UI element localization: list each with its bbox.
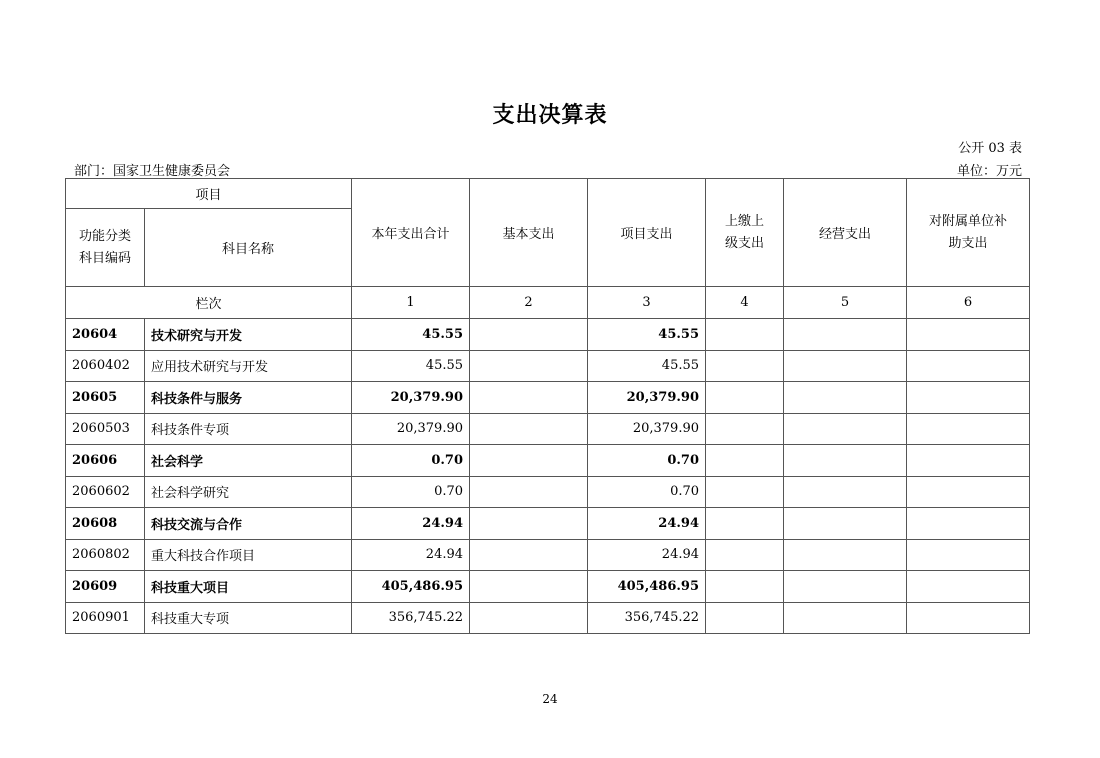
header-row-label: 栏次 bbox=[66, 287, 352, 319]
cell-upper bbox=[706, 476, 784, 508]
cell-code: 20605 bbox=[66, 382, 145, 414]
table-row bbox=[66, 602, 1030, 634]
col-num: 5 bbox=[784, 287, 907, 319]
cell-subsidy bbox=[907, 571, 1030, 603]
department-label: 部门：国家卫生健康委员会 bbox=[74, 164, 231, 179]
cell-name: 科技重大项目 bbox=[145, 571, 352, 603]
cell-business bbox=[784, 413, 907, 445]
cell-total: 24.94 bbox=[352, 539, 470, 571]
cell-upper bbox=[706, 571, 784, 603]
cell-total: 405,486.95 bbox=[352, 571, 470, 603]
table-row bbox=[66, 539, 1030, 571]
table-row bbox=[66, 382, 1030, 414]
cell-upper bbox=[706, 382, 784, 414]
cell-business bbox=[784, 539, 907, 571]
cell-basic bbox=[470, 319, 588, 351]
table-row bbox=[66, 413, 1030, 445]
cell-code: 2060402 bbox=[66, 350, 145, 382]
cell-code: 20604 bbox=[66, 319, 145, 351]
cell-project: 20,379.90 bbox=[588, 382, 706, 414]
cell-business bbox=[784, 319, 907, 351]
unit-label: 单位：万元 bbox=[956, 164, 1022, 179]
cell-upper bbox=[706, 350, 784, 382]
cell-business bbox=[784, 508, 907, 540]
page-title: 支出决算表 bbox=[492, 102, 608, 128]
col-num: 4 bbox=[706, 287, 784, 319]
cell-upper bbox=[706, 413, 784, 445]
cell-code: 20609 bbox=[66, 571, 145, 603]
cell-subsidy bbox=[907, 445, 1030, 477]
cell-total: 24.94 bbox=[352, 508, 470, 540]
table-row bbox=[66, 350, 1030, 382]
cell-code: 2060901 bbox=[66, 602, 145, 634]
col-num: 3 bbox=[588, 287, 706, 319]
cell-code: 2060602 bbox=[66, 476, 145, 508]
cell-subsidy bbox=[907, 602, 1030, 634]
page-number: 24 bbox=[542, 692, 558, 706]
cell-code: 2060503 bbox=[66, 413, 145, 445]
cell-total: 45.55 bbox=[352, 319, 470, 351]
col-num: 1 bbox=[352, 287, 470, 319]
cell-total: 45.55 bbox=[352, 350, 470, 382]
cell-basic bbox=[470, 571, 588, 603]
cell-subsidy bbox=[907, 350, 1030, 382]
cell-project: 356,745.22 bbox=[588, 602, 706, 634]
header-project: 项目支出 bbox=[588, 179, 706, 287]
cell-basic bbox=[470, 382, 588, 414]
cell-name: 技术研究与开发 bbox=[145, 319, 352, 351]
cell-code: 2060802 bbox=[66, 539, 145, 571]
table-row bbox=[66, 508, 1030, 540]
header-subsidy: 对附属单位补助支出 bbox=[907, 179, 1030, 287]
table-row bbox=[66, 445, 1030, 477]
cell-business bbox=[784, 350, 907, 382]
header-basic: 基本支出 bbox=[470, 179, 588, 287]
cell-project: 20,379.90 bbox=[588, 413, 706, 445]
header-upper: 上缴上级支出 bbox=[706, 179, 784, 287]
cell-name: 科技条件与服务 bbox=[145, 382, 352, 414]
cell-subsidy bbox=[907, 508, 1030, 540]
header-item: 项目 bbox=[66, 179, 352, 209]
cell-total: 356,745.22 bbox=[352, 602, 470, 634]
cell-project: 45.55 bbox=[588, 319, 706, 351]
cell-basic bbox=[470, 602, 588, 634]
cell-upper bbox=[706, 319, 784, 351]
document-number: 公开 03 表 bbox=[958, 141, 1022, 156]
cell-project: 24.94 bbox=[588, 508, 706, 540]
cell-basic bbox=[470, 476, 588, 508]
cell-total: 0.70 bbox=[352, 476, 470, 508]
cell-project: 24.94 bbox=[588, 539, 706, 571]
header-func-code: 功能分类科目编码 bbox=[66, 209, 145, 287]
cell-project: 45.55 bbox=[588, 350, 706, 382]
cell-subsidy bbox=[907, 413, 1030, 445]
cell-business bbox=[784, 382, 907, 414]
table-row bbox=[66, 571, 1030, 603]
cell-upper bbox=[706, 508, 784, 540]
table-row bbox=[66, 476, 1030, 508]
header-subject-name: 科目名称 bbox=[145, 209, 352, 287]
cell-name: 应用技术研究与开发 bbox=[145, 350, 352, 382]
cell-name: 科技条件专项 bbox=[145, 413, 352, 445]
cell-basic bbox=[470, 539, 588, 571]
cell-total: 20,379.90 bbox=[352, 382, 470, 414]
cell-name: 社会科学研究 bbox=[145, 476, 352, 508]
col-num: 2 bbox=[470, 287, 588, 319]
expenditure-table bbox=[65, 178, 1030, 634]
cell-basic bbox=[470, 508, 588, 540]
cell-upper bbox=[706, 539, 784, 571]
header-business: 经营支出 bbox=[784, 179, 907, 287]
cell-upper bbox=[706, 445, 784, 477]
cell-basic bbox=[470, 445, 588, 477]
header-total: 本年支出合计 bbox=[352, 179, 470, 287]
cell-business bbox=[784, 445, 907, 477]
col-num: 6 bbox=[907, 287, 1030, 319]
cell-name: 科技交流与合作 bbox=[145, 508, 352, 540]
cell-total: 20,379.90 bbox=[352, 413, 470, 445]
cell-subsidy bbox=[907, 382, 1030, 414]
table-row bbox=[66, 319, 1030, 351]
cell-name: 社会科学 bbox=[145, 445, 352, 477]
cell-subsidy bbox=[907, 476, 1030, 508]
cell-project: 0.70 bbox=[588, 445, 706, 477]
cell-code: 20608 bbox=[66, 508, 145, 540]
cell-subsidy bbox=[907, 319, 1030, 351]
cell-project: 0.70 bbox=[588, 476, 706, 508]
cell-name: 科技重大专项 bbox=[145, 602, 352, 634]
cell-basic bbox=[470, 413, 588, 445]
cell-name: 重大科技合作项目 bbox=[145, 539, 352, 571]
cell-business bbox=[784, 571, 907, 603]
cell-business bbox=[784, 476, 907, 508]
cell-subsidy bbox=[907, 539, 1030, 571]
cell-code: 20606 bbox=[66, 445, 145, 477]
cell-upper bbox=[706, 602, 784, 634]
cell-business bbox=[784, 602, 907, 634]
cell-total: 0.70 bbox=[352, 445, 470, 477]
cell-project: 405,486.95 bbox=[588, 571, 706, 603]
cell-basic bbox=[470, 350, 588, 382]
